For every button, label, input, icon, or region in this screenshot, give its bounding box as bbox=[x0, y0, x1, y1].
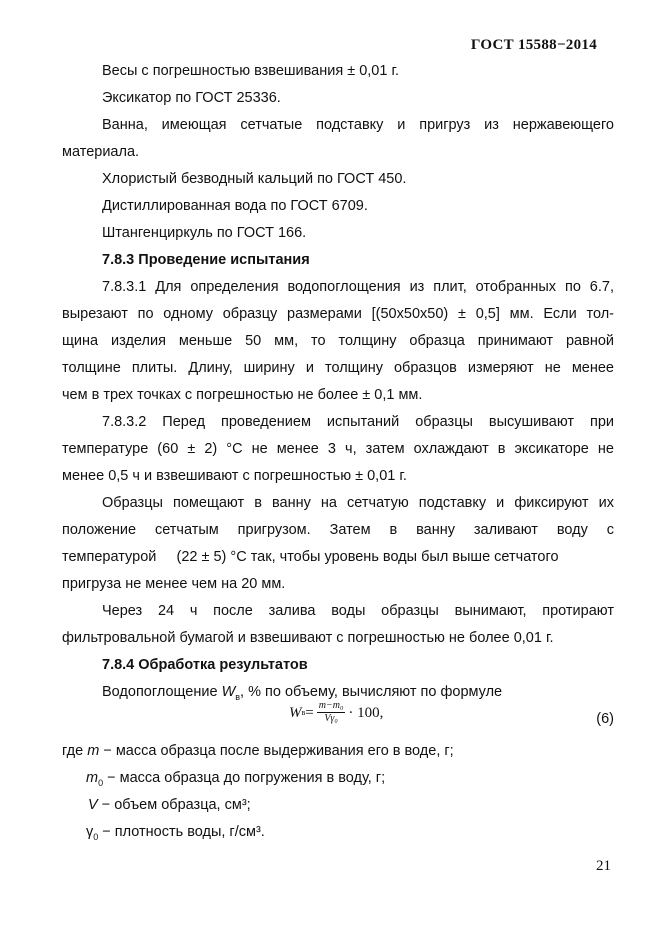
text-line: Ванна, имеющая сетчатые подставку и пригруз из нержавеющего bbox=[102, 117, 614, 133]
formula-intro-var: W bbox=[221, 684, 236, 700]
section-heading: 7.8.4 Обработка результатов bbox=[102, 657, 308, 673]
text-line: Через 24 ч после залива воды образцы вынимают, протирают bbox=[102, 603, 614, 619]
definition-line bbox=[86, 767, 614, 789]
text-line: фильтровальной бумагой и взвешивают с погрешностью не более 0,01 г. bbox=[62, 630, 554, 646]
definition-line bbox=[86, 821, 614, 843]
definition-text: − объем образца, см³; bbox=[97, 797, 251, 813]
text-line: менее 0,5 ч и взвешивают с погрешностью ± 0,01 г. bbox=[62, 468, 407, 484]
equation-number: (6) bbox=[596, 711, 614, 727]
text-line: 7.8.3.2 Перед проведением испытаний образцы высушивают при bbox=[102, 414, 614, 430]
definition-symbol: V bbox=[88, 797, 98, 813]
definition-text: − плотность воды, г/см³. bbox=[98, 824, 265, 840]
text-line: Эксикатор по ГОСТ 25336. bbox=[102, 90, 281, 106]
text-line: положение сетчатым пригрузом. Затем в ванну заливают воду с bbox=[62, 522, 614, 538]
formula bbox=[289, 700, 383, 725]
definition-symbol: γ bbox=[86, 824, 94, 840]
text-line: толщине плиты. Длину, ширину и толщину образцов измеряют не менее bbox=[62, 360, 614, 376]
text-line: Штангенциркуль по ГОСТ 166. bbox=[102, 225, 307, 241]
text-line: 7.8.3.1 Для определения водопоглощения из плит, отобранных по 6.7, bbox=[102, 279, 614, 295]
definition-symbol: m bbox=[86, 770, 99, 786]
formula-denominator: Vγ₀ bbox=[324, 713, 338, 724]
text-line: щина изделия меньше 50 мм, то толщину образца принимают равной bbox=[62, 333, 614, 349]
definition-text: − масса образца после выдерживания его в воде, г; bbox=[99, 743, 454, 759]
document-header: ГОСТ 15588−2014 bbox=[470, 37, 597, 53]
formula-intro-text: , % по объему, вычисляют по формуле bbox=[240, 684, 503, 700]
definition-symbol: m bbox=[87, 743, 100, 759]
page-number: 21 bbox=[596, 858, 611, 874]
definition-line bbox=[62, 740, 614, 762]
text-line: материала. bbox=[62, 144, 140, 160]
formula-fraction bbox=[317, 700, 346, 725]
definition-line bbox=[88, 794, 614, 816]
definition-prefix: где bbox=[62, 743, 88, 759]
text-line: Хлористый безводный кальций по ГОСТ 450. bbox=[102, 171, 407, 187]
text-line: температуре (60 ± 2) °С не менее 3 ч, затем охлаждают в эксикаторе не bbox=[62, 441, 614, 457]
formula-rest: · 100, bbox=[348, 704, 384, 721]
formula-intro-sub: в bbox=[235, 691, 241, 702]
text-line: температурой (22 ± 5) °С так, чтобы уровень воды был выше сетчатого bbox=[62, 549, 559, 565]
definition-text: − масса образца до погружения в воду, г; bbox=[103, 770, 386, 786]
formula-equals: = bbox=[305, 704, 314, 721]
text-line: вырезают по одному образцу размерами [(50x50x50) ± 0,5] мм. Если тол- bbox=[62, 306, 614, 322]
text-line: пригруза не менее чем на 20 мм. bbox=[62, 576, 286, 592]
text-line: Дистиллированная вода по ГОСТ 6709. bbox=[102, 198, 368, 214]
formula-lhs-sub: в bbox=[301, 707, 306, 717]
formula-lhs: W bbox=[289, 704, 302, 721]
definition-sub: 0 bbox=[93, 831, 99, 842]
formula-numerator: m−m₀ bbox=[318, 700, 344, 711]
section-heading: 7.8.3 Проведение испытания bbox=[102, 252, 310, 268]
definition-sub: 0 bbox=[98, 777, 104, 788]
text-line: Образцы помещают в ванну на сетчатую подставку и фиксируют их bbox=[102, 495, 614, 511]
text-line: чем в трех точках с погрешностью не более ± 0,1 мм. bbox=[62, 387, 423, 403]
formula-intro-text: Водопоглощение bbox=[102, 684, 222, 700]
text-line: Весы с погрешностью взвешивания ± 0,01 г. bbox=[102, 63, 400, 79]
